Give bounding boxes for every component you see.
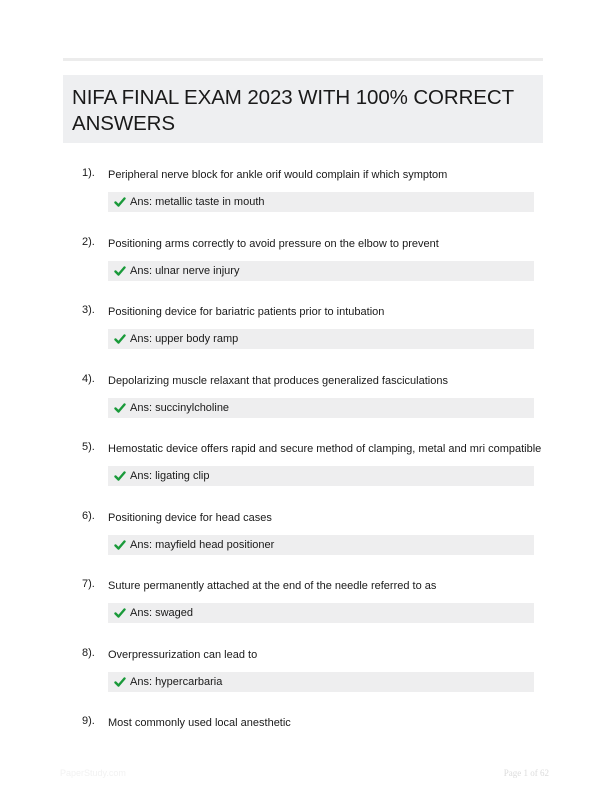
question-number: 8).	[82, 647, 95, 659]
page-number: Page 1 of 62	[503, 768, 549, 778]
question-item	[0, 509, 606, 569]
question-text: Depolarizing muscle relaxant that produces generalized fasciculations	[108, 375, 448, 387]
answer-box	[108, 261, 534, 281]
question-text: Positioning device for head cases	[108, 512, 272, 524]
answer-box	[108, 603, 534, 623]
checkmark-icon	[114, 265, 126, 277]
answer-text: Ans: ulnar nerve injury	[130, 265, 240, 277]
checkmark-icon	[114, 539, 126, 551]
question-number: 2).	[82, 236, 95, 248]
answer-text: Ans: mayfield head positioner	[130, 539, 275, 551]
question-number: 9).	[82, 715, 95, 727]
question-text: Positioning arms correctly to avoid pressure on the elbow to prevent	[108, 238, 439, 250]
answer-text: Ans: metallic taste in mouth	[130, 196, 265, 208]
answer-box	[108, 466, 534, 486]
question-item	[0, 577, 606, 637]
question-number: 7).	[82, 578, 95, 590]
question-text: Peripheral nerve block for ankle orif would complain if which symptom	[108, 169, 448, 181]
checkmark-icon	[114, 333, 126, 345]
footer-watermark: PaperStudy.com	[60, 768, 126, 778]
question-number: 4).	[82, 373, 95, 385]
answer-text: Ans: succinylcholine	[130, 402, 230, 414]
question-item	[0, 646, 606, 706]
answer-text: Ans: ligating clip	[130, 470, 210, 482]
question-number: 5).	[82, 441, 95, 453]
checkmark-icon	[114, 402, 126, 414]
question-item	[0, 714, 606, 774]
top-divider	[63, 58, 543, 61]
question-text: Suture permanently attached at the end of the needle referred to as	[108, 580, 437, 592]
answer-box	[108, 672, 534, 692]
checkmark-icon	[114, 607, 126, 619]
document-title: NIFA FINAL EXAM 2023 WITH 100% CORRECT ANSWERS	[72, 86, 514, 135]
answer-box	[108, 398, 534, 418]
answer-text: Ans: hypercarbaria	[130, 676, 223, 688]
answer-box	[108, 192, 534, 212]
question-number: 1).	[82, 167, 95, 179]
answer-box	[108, 329, 534, 349]
question-number: 3).	[82, 304, 95, 316]
question-item	[0, 235, 606, 295]
question-item	[0, 166, 606, 226]
question-text: Hemostatic device offers rapid and secure method of clamping, metal and mri compatible	[108, 443, 542, 455]
answer-text: Ans: upper body ramp	[130, 333, 239, 345]
question-text: Overpressurization can lead to	[108, 649, 258, 661]
answer-box	[108, 535, 534, 555]
question-item	[0, 440, 606, 500]
checkmark-icon	[114, 470, 126, 482]
question-item	[0, 303, 606, 363]
question-text: Most commonly used local anesthetic	[108, 717, 291, 729]
question-item	[0, 372, 606, 432]
checkmark-icon	[114, 196, 126, 208]
question-text: Positioning device for bariatric patients prior to intubation	[108, 306, 385, 318]
answer-text: Ans: swaged	[130, 607, 193, 619]
title-banner	[63, 75, 543, 143]
question-number: 6).	[82, 510, 95, 522]
checkmark-icon	[114, 676, 126, 688]
